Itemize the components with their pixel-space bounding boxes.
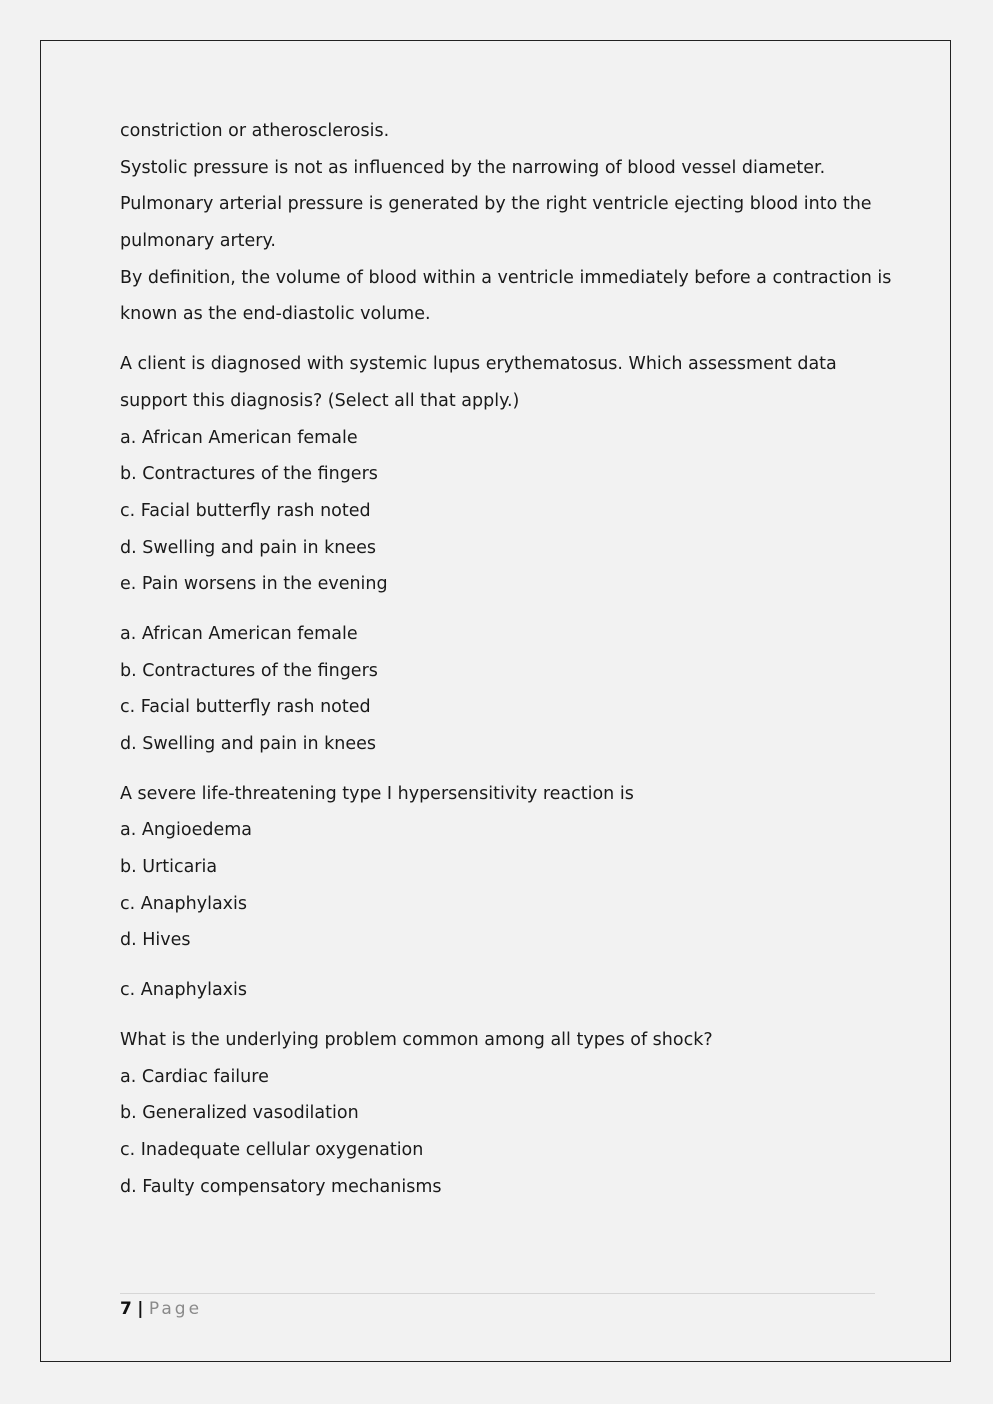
paragraph-gap <box>120 337 880 350</box>
answer-line: b. Contractures of the fingers <box>120 660 378 681</box>
question-option: a. Angioedema <box>120 820 253 841</box>
question-stem: What is the underlying problem common among all types of shock? <box>120 1029 713 1050</box>
answer-line: c. Facial butterfly rash noted <box>120 697 371 718</box>
answer-line: c. Anaphylaxis <box>120 980 248 1001</box>
question-option: c. Facial butterfly rash noted <box>120 500 371 521</box>
footer-separator: | <box>137 1299 144 1319</box>
paragraph-gap <box>120 607 880 620</box>
page-footer <box>120 1293 875 1319</box>
body-line: constriction or atherosclerosis. <box>120 121 390 141</box>
paragraph-gap <box>120 963 880 976</box>
question-option: b. Urticaria <box>120 857 218 878</box>
question-option: a. African American female <box>120 427 358 448</box>
question-option: c. Inadequate cellular oxygenation <box>120 1139 424 1160</box>
question-stem: A client is diagnosed with systemic lupus erythematosus. Which assessment data <box>120 354 837 375</box>
question-stem: support this diagnosis? (Select all that apply.) <box>120 390 520 411</box>
body-line: pulmonary artery. <box>120 231 276 252</box>
body-line: Systolic pressure is not as influenced by the narrowing of blood vessel diameter. <box>120 157 826 178</box>
question-option: e. Pain worsens in the evening <box>120 574 388 595</box>
question-option: c. Anaphylaxis <box>120 893 248 914</box>
question-option: d. Swelling and pain in knees <box>120 537 376 558</box>
body-line: Pulmonary arterial pressure is generated by the right ventricle ejecting blood into the <box>120 194 872 215</box>
document-body <box>120 117 892 1209</box>
answer-line: a. African American female <box>120 623 358 644</box>
page-number: 7 <box>120 1299 132 1319</box>
question-option: b. Contractures of the fingers <box>120 464 378 485</box>
paragraph-gap <box>120 767 880 780</box>
page-label: Page <box>148 1299 203 1319</box>
body-line: known as the end-diastolic volume. <box>120 304 431 325</box>
question-stem: A severe life-threatening type I hypersensitivity reaction is <box>120 783 634 804</box>
answer-line: d. Swelling and pain in knees <box>120 734 376 754</box>
question-option: a. Cardiac failure <box>120 1066 269 1087</box>
question-option: d. Hives <box>120 930 191 951</box>
paragraph-gap <box>120 1013 880 1026</box>
question-option: d. Faulty compensatory mechanisms <box>120 1176 442 1197</box>
body-line: By definition, the volume of blood within a ventricle immediately before a contraction is <box>120 267 892 288</box>
question-option: b. Generalized vasodilation <box>120 1103 359 1124</box>
